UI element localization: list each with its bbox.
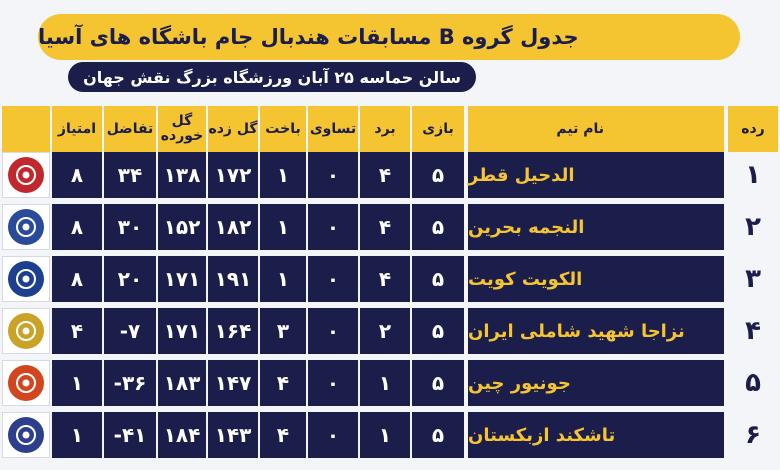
page-title: جدول گروه B مسابقات هندبال جام باشگاه های آسیا [38,14,740,60]
diff-cell: ۳۴ [104,152,156,198]
lost-cell: ۴ [260,412,306,458]
points-cell: ۱ [52,360,102,406]
won-cell: ۴ [360,152,410,198]
won-cell: ۴ [360,256,410,302]
won-cell: ۲ [360,308,410,354]
table-row [0,308,780,360]
rank-cell: ۶ [728,412,778,458]
header-diff: تفاضل [104,106,156,152]
rank-cell: ۵ [728,360,778,406]
rank-cell: ۴ [728,308,778,354]
header-rank: رده [728,106,778,152]
lost-cell: ۴ [260,360,306,406]
header-drawn: تساوی [308,106,358,152]
table-row [0,412,780,464]
goals-against-cell: ۱۷۱ [158,308,206,354]
table-row [0,204,780,256]
team-logo-cell [2,152,50,198]
team-name-cell: نزاجا شهید شاملی ایران [468,308,724,354]
played-cell: ۵ [412,152,464,198]
team-logo-cell [2,256,50,302]
goals-against-cell: ۱۳۸ [158,152,206,198]
diff-cell: -۴۱ [104,412,156,458]
goals-against-cell: ۱۸۳ [158,360,206,406]
team-logo-cell [2,360,50,406]
header-team: نام تیم [468,106,724,152]
al-duhail-logo-icon [8,157,44,193]
table-body [0,152,780,464]
nezaja-logo-icon [8,313,44,349]
diff-cell: ۳۰ [104,204,156,250]
table-row [0,152,780,204]
diff-cell: ۲۰ [104,256,156,302]
kuwait-sc-logo-icon [8,261,44,297]
goals-for-cell: ۱۸۲ [208,204,258,250]
goals-for-cell: ۱۹۱ [208,256,258,302]
header-logo [2,106,50,152]
played-cell: ۵ [412,412,464,458]
rank-cell: ۱ [728,152,778,198]
won-cell: ۱ [360,360,410,406]
points-cell: ۱ [52,412,102,458]
venue-subtitle: سالن حماسه ۲۵ آبان ورزشگاه بزرگ نقش جهان [68,62,476,92]
team-logo-cell [2,412,50,458]
team-name-cell: تاشکند ازبکستان [468,412,724,458]
drawn-cell: ۰ [308,256,358,302]
won-cell: ۱ [360,412,410,458]
team-name-cell: الدحیل قطر [468,152,724,198]
team-name-cell: النجمه بحرین [468,204,724,250]
lost-cell: ۳ [260,308,306,354]
played-cell: ۵ [412,256,464,302]
rank-cell: ۳ [728,256,778,302]
drawn-cell: ۰ [308,308,358,354]
drawn-cell: ۰ [308,152,358,198]
table-row [0,360,780,412]
goals-for-cell: ۱۴۷ [208,360,258,406]
played-cell: ۵ [412,360,464,406]
goals-against-cell: ۱۵۲ [158,204,206,250]
goals-against-cell: ۱۷۱ [158,256,206,302]
al-najma-logo-icon [8,209,44,245]
table-header-row [0,106,780,152]
team-name-cell: الکویت کویت [468,256,724,302]
header-goals-against: گل خورده [158,106,206,152]
goals-for-cell: ۱۶۴ [208,308,258,354]
played-cell: ۵ [412,204,464,250]
standings-table [0,106,780,464]
goals-for-cell: ۱۷۲ [208,152,258,198]
team-logo-cell [2,308,50,354]
drawn-cell: ۰ [308,204,358,250]
goals-for-cell: ۱۴۳ [208,412,258,458]
table-row [0,256,780,308]
points-cell: ۸ [52,204,102,250]
played-cell: ۵ [412,308,464,354]
lost-cell: ۱ [260,152,306,198]
drawn-cell: ۰ [308,412,358,458]
lost-cell: ۱ [260,204,306,250]
diff-cell: -۷ [104,308,156,354]
rank-cell: ۲ [728,204,778,250]
points-cell: ۸ [52,152,102,198]
team-name-cell: جونیور چین [468,360,724,406]
tashkent-logo-icon [8,417,44,453]
header-played: بازی [412,106,464,152]
diff-cell: -۳۶ [104,360,156,406]
drawn-cell: ۰ [308,360,358,406]
won-cell: ۴ [360,204,410,250]
team-logo-cell [2,204,50,250]
header-lost: باخت [260,106,306,152]
junior-china-logo-icon [8,365,44,401]
goals-against-cell: ۱۸۴ [158,412,206,458]
points-cell: ۴ [52,308,102,354]
header-won: برد [360,106,410,152]
lost-cell: ۱ [260,256,306,302]
header-goals-for: گل زده [208,106,258,152]
header-points: امتیاز [52,106,102,152]
points-cell: ۸ [52,256,102,302]
